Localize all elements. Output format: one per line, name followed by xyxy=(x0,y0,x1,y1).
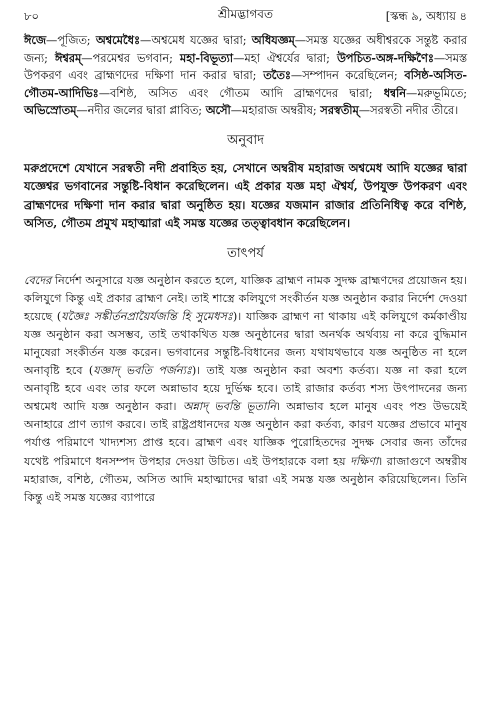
purport-segment: নির্দেশ অনুসারে যজ্ঞ অনুষ্ঠান করতে হলে, যাজ্ঞিক ব্রাহ্মণ নামক সুদক্ষ ব্রাহ্মণদের প্রয়োজন হয়। কলিযুগে কিন্তু এই প্রকার ব্রাহ্মণ নেই। তাই শাস্ত্রে কলিযুগে সংকীর্তন যজ্ঞ অনুষ্ঠান করার নির্দেশ দেওয়া হয়েছে ( xyxy=(24,273,467,323)
page-header xyxy=(24,0,467,28)
synonym-entry: বসিষ্ঠ-অসিত-গৌতম-আদিভিঃ—বশিষ্ঠ, অসিত এবং গৌতম আদি ব্রাহ্মণদের দ্বারা; xyxy=(24,68,468,100)
synonym-entry: অশ্বমেধৈঃ—অশ্বমেধ যজ্ঞের দ্বারা; xyxy=(95,33,247,47)
synonym-entry: অসৌ—মহারাজ অম্বরীষ; xyxy=(205,103,317,118)
purport-text xyxy=(24,272,467,507)
purport-italic-quote: যজ্ঞাদ্ ভবতি পর্জন্যঃ xyxy=(93,364,192,378)
synonym-entry: ঈশ্বরম্—পরমেশ্বর ভগবান; xyxy=(54,50,173,65)
chapter-reference: [স্কন্ধ ৯, অধ্যায় ৪ xyxy=(385,9,467,23)
synonyms xyxy=(24,32,467,120)
purport-italic-quote: যজ্ঞৈঃ সঙ্কীর্তনপ্রায়ৈর্যজন্তি হি সুমেধসঃ xyxy=(61,309,233,323)
synonym-entry: অভিস্রোতম্—নদীর জলের দ্বারা প্লাবিত; xyxy=(24,103,203,118)
synonym-entry: সরস্বতীম্—সরস্বতী নদীর তীরে। xyxy=(320,103,459,118)
purport-segment: )। যাজ্ঞিক ব্রাহ্মণ না থাকায় এই কলিযুগে কর্মকাণ্ডীয় যজ্ঞ অনুষ্ঠান করা অসম্ভব, তাই তথাকথিত যজ্ঞ অনুষ্ঠানের দ্বারা অনর্থক অর্থব্যয় না করে বুদ্ধিমান মানুষেরা সংকীর্তন যজ্ঞ করেন। ভগবানের সন্তুষ্টি-বিধানের জন্য যথাযথভাবে যজ্ঞ অনুষ্ঠিত না হলে অনাবৃষ্টি হবে ( xyxy=(24,309,467,378)
running-title: শ্রীমদ্ভাগবত xyxy=(217,7,273,21)
purport-italic: দক্ষিণা xyxy=(350,454,379,468)
synonym-entry: ঈজে—পূজিত; xyxy=(24,33,91,47)
purport-italic: বেদের xyxy=(24,273,52,287)
purport-segment: । অন্নাভাব হলে মানুষ এবং পশু উভয়েই অনাহারে প্রাণ ত্যাগ করবে। তাই রাষ্ট্রপ্রধানদের যজ্ঞ অনুষ্ঠান করা কর্তব্য, কারণ যজ্ঞের প্রভাবে মানুষ পর্যাপ্ত পরিমাণে খাদ্যশস্য প্রাপ্ত হবে। ব্রাহ্মণ এবং যাজ্ঞিক পুরোহিতদের সুদক্ষ সেবার জন্য তাঁদের যথেষ্ট পরিমাণে ধনসম্পদ উপহার দেওয়া উচিত। এই উপহারকে বলা হয় xyxy=(24,400,468,468)
synonym-entry: ধন্বনি—মরুভূমিতে; xyxy=(383,85,468,100)
purport-italic-quote: অন্নাদ্ ভবন্তি ভূতানি xyxy=(182,400,277,414)
page-number: ৮০ xyxy=(24,9,39,23)
purport-segment: )। তাই যজ্ঞ অনুষ্ঠান করা অবশ্য কর্তব্য। যজ্ঞ না করা হলে অনাবৃষ্টি হবে এবং তার ফলে অন্নাভাব হয়ে দুর্ভিক্ষ হবে। তাই রাজার কর্তব্য শস্য উৎপাদনের জন্য অশ্বমেধ আদি যজ্ঞ অনুষ্ঠান করা। xyxy=(24,364,467,414)
synonym-entry: মহা-বিভূত্যা—মহা ঐশ্বর্যের দ্বারা; xyxy=(179,50,330,65)
synonym-entry: উপচিত-অঙ্গ-দক্ষিণৈঃ—সমস্ত উপকরণ এবং ব্রাহ্মণদের দক্ষিণা দান করার দ্বারা; xyxy=(24,50,468,83)
translation-text: মরুপ্রদেশে যেখানে সরস্বতী নদী প্রবাহিত হয়, সেখানে অম্বরীষ মহারাজ অশ্বমেধ আদি যজ্ঞের দ্বারা যজ্ঞেশ্বর ভগবানের সন্তুষ্টি-বিধান করেছিলেন। এই প্রকার যজ্ঞ মহা ঐশ্বর্য, উপযুক্ত উপকরণ এবং ব্রাহ্মণদের দক্ষিণা দান করার দ্বারা অনুষ্ঠিত হয়। যজ্ঞের যজমান রাজার প্রতিনিধিত্ব করে বশিষ্ঠ, অসিত, গৌতম প্রমুখ মহাত্মারা এই সমস্ত যজ্ঞের তত্ত্বাবধান করেছিলেন। xyxy=(24,160,467,231)
translation-heading: অনুবাদ xyxy=(227,132,264,148)
synonym-entry: অধিযজ্ঞম্—সমস্ত যজ্ঞের অধীশ্বরকে সন্তুষ্ট করার জন্য; xyxy=(24,33,468,65)
purport-segment: । রাজাগুণে অম্বরীষ মহারাজ, বশিষ্ঠ, গৌতম, অসিত আদি মহাত্মাদের দ্বারা এই সমস্ত যজ্ঞ অনুষ্ঠান করিয়েছিলেন। তিনি কিন্তু এই সমস্ত যজ্ঞের ব্যাপারে xyxy=(24,454,467,504)
purport-heading: তাৎপর্য xyxy=(227,245,264,261)
synonym-entry: ততৈঃ—সম্পাদন করেছিলেন; xyxy=(263,68,398,83)
